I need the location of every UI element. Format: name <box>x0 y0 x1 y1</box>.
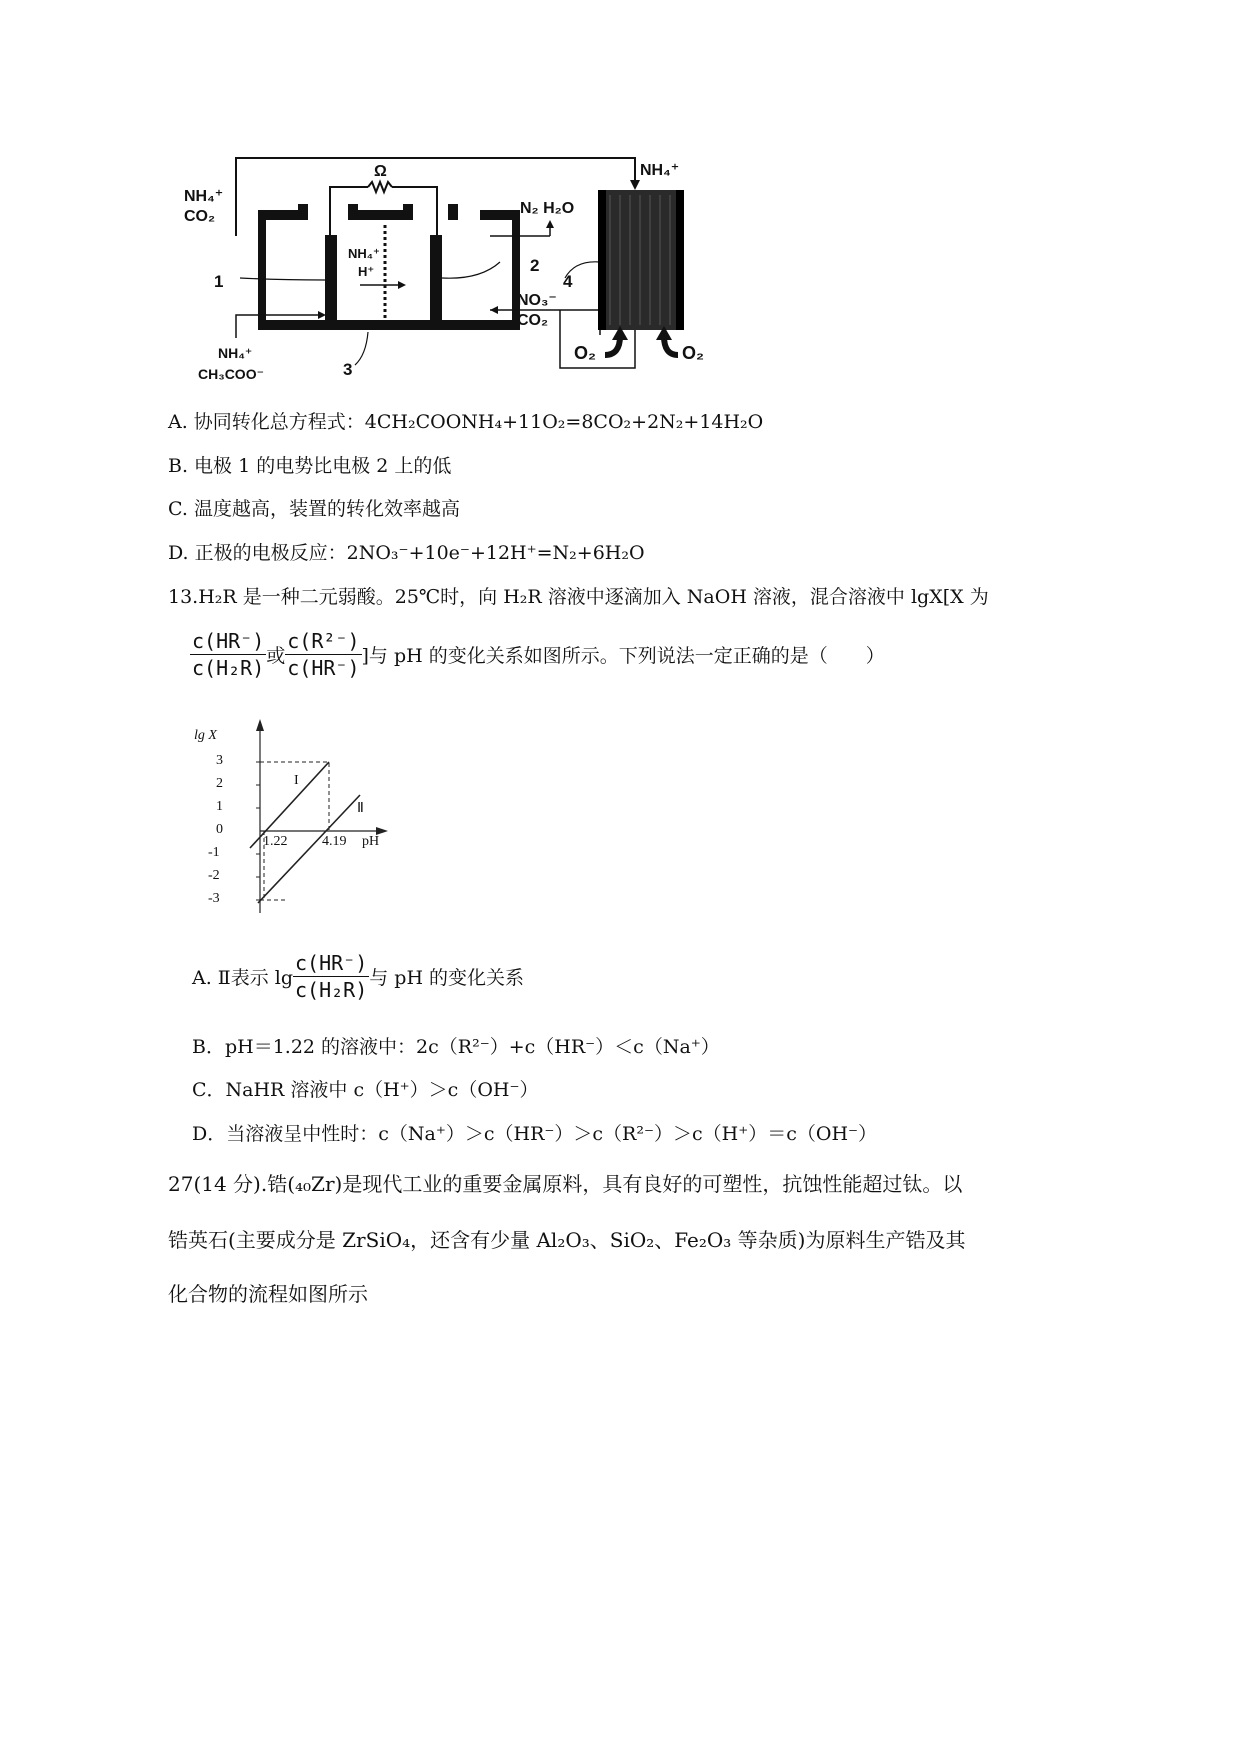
graph-line-i-label: I <box>294 773 299 788</box>
graph-line-ii-label: Ⅱ <box>357 801 364 816</box>
graph-ytick-neg2: -2 <box>208 868 220 883</box>
q13-stem-line1: 13.H₂R 是一种二元弱酸。25℃时，向 H₂R 溶液中逐滴加入 NaOH 溶液，混合溶液中 lgX[X 为 <box>168 586 989 608</box>
graph-x-1-22: 1.22 <box>263 834 288 849</box>
q13-option-b: B．pH＝1.22 的溶液中：2c（R²⁻）+c（HR⁻）＜c（Na⁺） <box>192 1036 720 1058</box>
graph-y-label: lg X <box>194 728 217 743</box>
graph-ytick-3: 3 <box>216 753 223 768</box>
electrode-1-label: 1 <box>214 272 224 291</box>
graph-x-label: pH <box>362 834 380 849</box>
fraction-option-a: $\frac{c(HR^-)}{\text{c(H₂R)}}$ <box>295 951 368 1002</box>
graph-ytick-0: 0 <box>216 822 223 837</box>
q27-line1: 27(14 分).锆(₄₀Zr)是现代工业的重要金属原料，具有良好的可塑性，抗蚀性能超过钛。以 <box>168 1172 963 1196</box>
graph-ytick-neg1: -1 <box>208 845 220 860</box>
no3-label: NO₃⁻ <box>517 292 557 309</box>
q12-option-a: A. 协同转化总方程式：4CH₂COONH₄+11O₂=8CO₂+2N₂+14H₂O <box>168 411 764 433</box>
q13-option-c: C．NaHR 溶液中 c（H⁺）＞c（OH⁻） <box>192 1079 539 1101</box>
n2-h2o-label: N₂ H₂O <box>520 200 575 217</box>
graph-x-4-19: 4.19 <box>322 834 347 849</box>
q27-line2: 锆英石(主要成分是 ZrSiO₄，还含有少量 Al₂O₃、SiO₂、Fe₂O₃ 等杂质)为原料生产锆及其 <box>168 1228 966 1252</box>
electrode-2-label: 2 <box>530 256 540 275</box>
q13-stem-line2: $\frac{c(HR^-)}{\text{c(H₂R)}}$ 或 $\frac{\text{c(R²⁻)}}{c(HR^-)}$ ]与 pH 的变化关系如图所示。下列说法一定正确的是（ ） <box>192 629 885 680</box>
co2-left-label: CO₂ <box>184 208 216 225</box>
q27-line3: 化合物的流程如图所示 <box>168 1282 368 1306</box>
electrolysis-device-diagram <box>180 150 740 390</box>
omega-label: Ω <box>374 163 387 180</box>
graph-ytick-1: 1 <box>216 799 223 814</box>
nh4-bottom-label: NH₄⁺ <box>218 345 253 361</box>
graph-ytick-2: 2 <box>216 776 223 791</box>
fraction-hr-h2r: $\frac{c(HR^-)}{\text{c(H₂R)}}$ <box>192 629 265 680</box>
h-middle-label: H⁺ <box>358 264 375 279</box>
q12-option-b: B. 电极 1 的电势比电极 2 上的低 <box>168 455 452 477</box>
q12-option-c: C. 温度越高，装置的转化效率越高 <box>168 498 460 520</box>
co2-right-label: CO₂ <box>517 312 549 329</box>
nh4-top-right-label: NH₄⁺ <box>640 162 680 179</box>
o2-right-label: O₂ <box>682 343 704 363</box>
ch3coo-label: CH₃COO⁻ <box>198 366 264 382</box>
membrane-3-label: 3 <box>343 360 353 379</box>
graph-ytick-neg3: -3 <box>208 891 220 906</box>
q13-option-d: D．当溶液呈中性时：c（Na⁺）＞c（HR⁻）＞c（R²⁻）＞c（H⁺）＝c（OH⁻） <box>192 1123 878 1145</box>
nh4-left-label: NH₄⁺ <box>184 188 224 205</box>
nh4-middle-label: NH₄⁺ <box>348 246 380 261</box>
q13-option-a: A. Ⅱ表示 lg $\frac{c(HR^-)}{\text{c(H₂R)}}$ 与 pH 的变化关系 <box>192 951 525 1002</box>
tank-4-label: 4 <box>563 272 573 291</box>
q12-option-d: D. 正极的电极反应：2NO₃⁻+10e⁻+12H⁺=N₂+6H₂O <box>168 542 645 564</box>
lgx-ph-graph <box>190 715 390 920</box>
fraction-r-hr: $\frac{\text{c(R²⁻)}}{c(HR^-)}$ <box>287 629 360 680</box>
o2-left-label: O₂ <box>574 343 596 363</box>
